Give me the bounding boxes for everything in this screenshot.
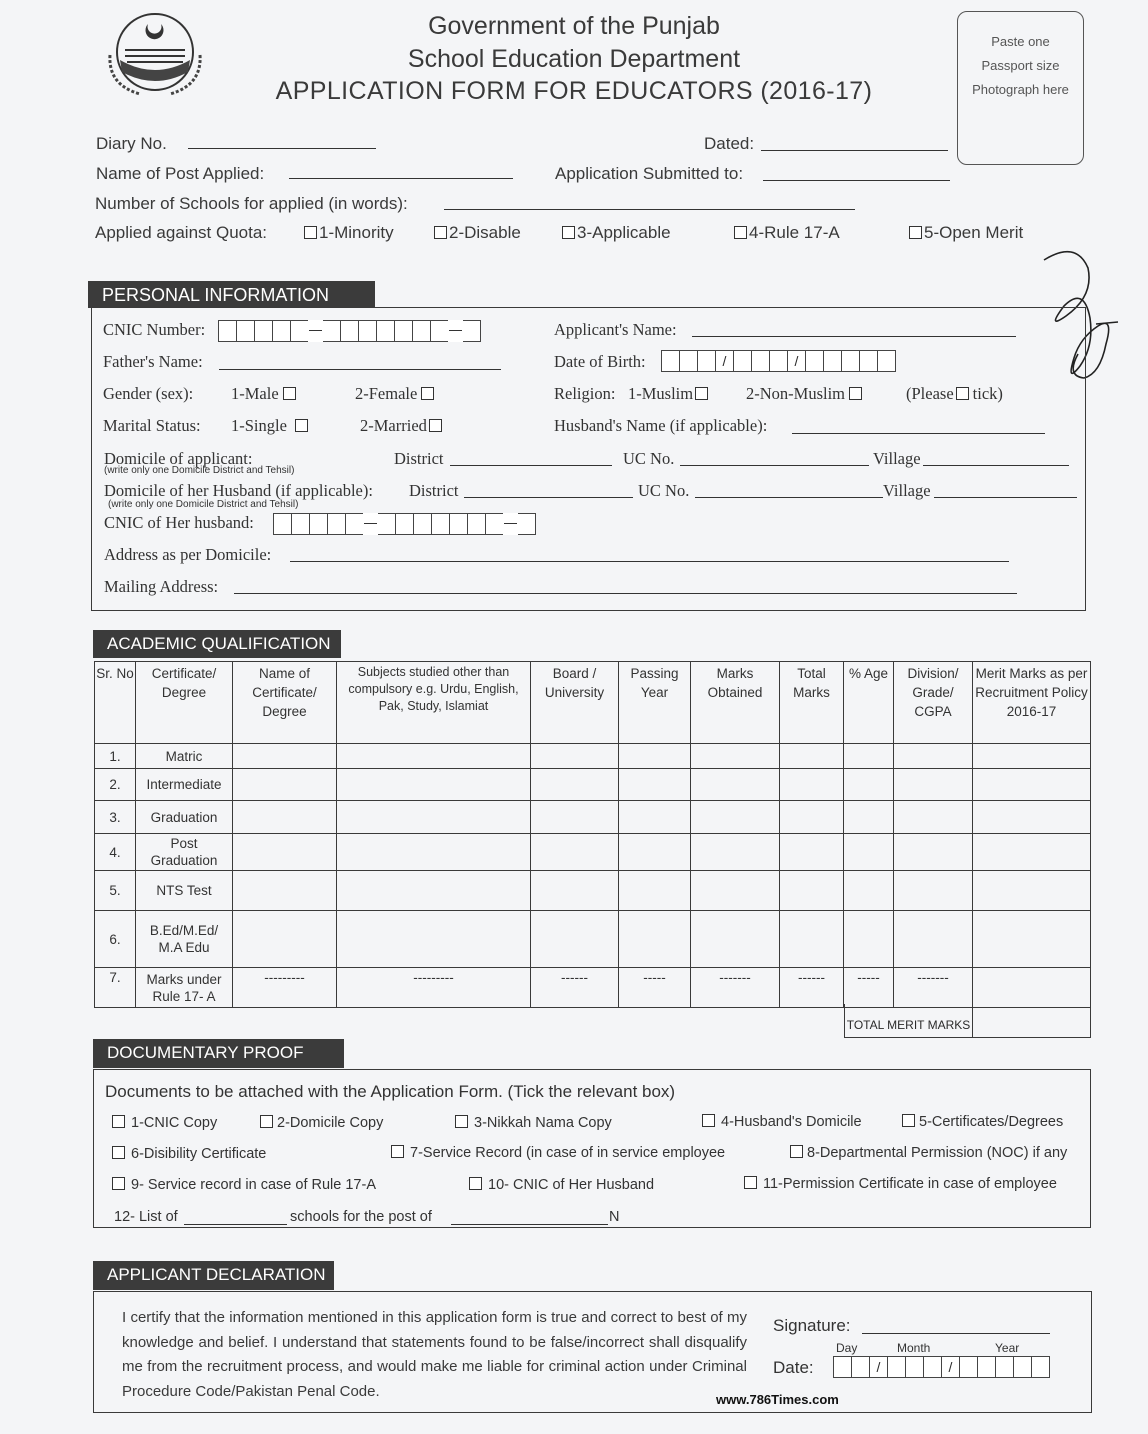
her-village-field[interactable] — [934, 497, 1077, 498]
dash-cell: ----- — [844, 968, 894, 1008]
col-division: Division/ Grade/ CGPA — [894, 662, 973, 744]
quota-option-label: 5-Open Merit — [924, 223, 1024, 242]
dash-cell: ------- — [691, 968, 780, 1008]
village-field[interactable] — [923, 465, 1069, 466]
row-degree: B.Ed/M.Ed/ M.A Edu — [136, 911, 233, 968]
list-count-field[interactable] — [184, 1224, 287, 1225]
doc-noc[interactable] — [790, 1145, 1067, 1161]
quota-disable[interactable] — [434, 223, 521, 243]
col-merit-marks: Merit Marks as per Recruitment Policy 2016-17 — [973, 662, 1091, 744]
declaration-text: I certify that the information mentioned in this application form is true and correct to best of my knowledge and belief. I understand that statements found to be false/incorrect shall disqualify me from the recruitment process, and would make me liable for criminal action under Criminal Procedure Code/Pakistan Penal Code. — [122, 1309, 747, 1400]
checkbox-icon[interactable] — [283, 387, 296, 400]
doc-label: 6-Disibility Certificate — [131, 1146, 267, 1162]
religion-muslim[interactable] — [628, 384, 710, 404]
doc-permission-certificate[interactable] — [744, 1176, 1057, 1192]
post-name-field[interactable] — [451, 1224, 608, 1225]
row-degree: Marks under Rule 17- A — [136, 968, 233, 1008]
quota-rule-17a[interactable] — [734, 223, 840, 243]
col-percentage: % Age — [844, 662, 894, 744]
row-degree: Graduation — [136, 801, 233, 834]
table-row[interactable] — [95, 801, 1091, 834]
checkbox-icon[interactable] — [734, 226, 747, 239]
dash-cell: ------- — [894, 968, 973, 1008]
doc-disability[interactable] — [112, 1146, 266, 1162]
date-cells[interactable]: / / — [834, 1356, 1050, 1378]
row-degree: Post Graduation — [136, 834, 233, 871]
dash-cell: ----- — [619, 968, 691, 1008]
district-field[interactable] — [450, 465, 612, 466]
col-name-certificate: Name of Certificate/ Degree — [233, 662, 337, 744]
header-department: School Education Department — [407, 45, 741, 73]
doc-label: 7-Service Record (in case of in service employee — [410, 1145, 726, 1161]
quota-option-label: 4-Rule 17-A — [749, 223, 840, 242]
domicile-note: (write only one Domicile District and Tehsil) — [104, 465, 295, 476]
checkbox-icon[interactable] — [421, 387, 434, 400]
quota-option-label: 1-Minority — [319, 223, 394, 242]
checkbox-icon[interactable] — [434, 226, 447, 239]
her-uc-label: UC No. — [638, 481, 690, 500]
table-row[interactable] — [95, 911, 1091, 968]
mailing-field[interactable] — [234, 593, 1017, 594]
col-passing-year: Passing Year — [619, 662, 691, 744]
dash-cell: ------ — [780, 968, 844, 1008]
address-field[interactable] — [290, 561, 1009, 562]
dob-label: Date of Birth: — [554, 352, 646, 371]
checkbox-icon[interactable] — [562, 226, 575, 239]
table-row[interactable] — [95, 834, 1091, 871]
row-number: 2. — [95, 769, 136, 801]
row-degree: Intermediate — [136, 769, 233, 801]
husband-name-field[interactable] — [792, 433, 1045, 434]
documents-heading: Documents to be attached with the Application Form. (Tick the relevant box) — [105, 1082, 676, 1101]
applicant-name-field[interactable] — [692, 336, 1016, 337]
married-label: 2-Married — [360, 416, 427, 435]
row-degree: Matric — [136, 744, 233, 769]
religion-non-muslim[interactable] — [746, 384, 864, 404]
checkbox-icon[interactable] — [112, 1177, 125, 1190]
row-number: 7. — [95, 968, 136, 1008]
father-name-label: Father's Name: — [103, 352, 203, 371]
cnic-cells[interactable] — [219, 320, 481, 342]
doc-label: 11-Permission Certificate in case of employee — [763, 1176, 1057, 1192]
submitted-field[interactable] — [763, 180, 950, 181]
row-degree: NTS Test — [136, 871, 233, 911]
photo-text-3: Photograph here — [972, 82, 1069, 97]
husband-name-label: Husband's Name (if applicable): — [554, 416, 768, 435]
her-domicile-note: (write only one Domicile District and Tehsil) — [108, 499, 299, 510]
photo-box[interactable] — [957, 11, 1084, 165]
checkbox-icon[interactable] — [909, 226, 922, 239]
submitted-label: Application Submitted to: — [555, 164, 744, 183]
total-merit-label: TOTAL MERIT MARKS — [844, 1004, 973, 1038]
date-label: Date: — [773, 1358, 814, 1377]
her-cnic-label: CNIC of Her husband: — [104, 513, 254, 532]
table-row[interactable] — [95, 968, 1091, 1008]
checkbox-icon[interactable] — [702, 1114, 715, 1127]
col-subjects: Subjects studied other than compulsory e.g. Urdu, English, Pak, Study, Islamiat — [337, 662, 531, 744]
checkbox-icon[interactable] — [469, 1177, 482, 1190]
form-title: APPLICATION FORM FOR EDUCATORS (2016-17) — [275, 77, 873, 105]
section-documents-title: DOCUMENTARY PROOF — [93, 1039, 344, 1068]
dated-label: Dated: — [704, 134, 755, 153]
schools-post-label: schools for the post of — [290, 1209, 432, 1225]
diary-label: Diary No. — [96, 134, 167, 153]
checkbox-icon[interactable] — [744, 1176, 757, 1189]
diary-field[interactable] — [188, 148, 376, 149]
domicile-label: Domicile of applicant: — [104, 449, 253, 468]
list-suffix: N — [609, 1209, 620, 1225]
total-merit-field[interactable] — [972, 1004, 1091, 1038]
watermark-url[interactable]: www.786Times.com — [716, 1392, 839, 1407]
schools-label: Number of Schools for applied (in words): — [95, 194, 408, 213]
single-label: 1-Single — [231, 416, 287, 435]
doc-label: 2-Domicile Copy — [277, 1115, 384, 1131]
dash-cell: ------ — [531, 968, 619, 1008]
checkbox-icon[interactable] — [112, 1146, 125, 1159]
checkbox-icon[interactable] — [260, 1115, 273, 1128]
checkbox-icon — [956, 387, 969, 400]
please-text: (Please — [906, 384, 954, 403]
doc-husband-domicile[interactable] — [702, 1114, 862, 1130]
checkbox-icon[interactable] — [295, 419, 308, 432]
section-personal-title: PERSONAL INFORMATION — [88, 281, 375, 308]
row-number: 5. — [95, 871, 136, 911]
academic-table — [94, 661, 1091, 1008]
village-label: Village — [873, 449, 921, 468]
uc-field[interactable] — [680, 465, 869, 466]
tick-text: tick) — [972, 384, 1003, 403]
photo-text-2: Passport size — [981, 58, 1060, 73]
post-label: Name of Post Applied: — [96, 164, 265, 183]
doc-service-rule-17a[interactable] — [112, 1177, 376, 1193]
list-of-label: 12- List of — [114, 1209, 178, 1225]
muslim-label: 1-Muslim — [628, 384, 694, 403]
row-number: 3. — [95, 801, 136, 834]
marital-married[interactable] — [360, 416, 444, 436]
col-marks-obtained: Marks Obtained — [691, 662, 780, 744]
signature-label: Signature: — [773, 1316, 851, 1335]
doc-service-record[interactable] — [391, 1145, 725, 1161]
mailing-label: Mailing Address: — [104, 577, 219, 596]
checkbox-icon[interactable] — [455, 1115, 468, 1128]
male-label: 1-Male — [231, 384, 279, 403]
signature-field[interactable] — [862, 1333, 1050, 1334]
her-cnic-cells[interactable] — [274, 513, 536, 535]
post-field[interactable] — [289, 178, 513, 179]
col-certificate: Certificate/ Degree — [136, 662, 233, 744]
uc-label: UC No. — [623, 449, 675, 468]
col-board: Board / University — [531, 662, 619, 744]
doc-label: 3-Nikkah Nama Copy — [474, 1115, 612, 1131]
her-village-label: Village — [883, 481, 931, 500]
doc-certificates[interactable] — [902, 1114, 1063, 1130]
female-label: 2-Female — [355, 384, 418, 403]
checkbox-icon[interactable] — [849, 387, 862, 400]
district-label: District — [394, 449, 444, 468]
checkbox-icon[interactable] — [429, 419, 442, 432]
row-number: 4. — [95, 834, 136, 871]
her-district-field[interactable] — [464, 497, 633, 498]
section-declaration-title: APPLICANT DECLARATION — [93, 1261, 334, 1290]
gender-male[interactable] — [231, 384, 298, 404]
quota-applicable[interactable] — [562, 223, 671, 243]
header-government: Government of the Punjab — [428, 12, 720, 40]
doc-label: 5-Certificates/Degrees — [919, 1114, 1064, 1130]
doc-husband-cnic[interactable] — [469, 1177, 654, 1193]
marital-label: Marital Status: — [103, 416, 201, 435]
dash-cell: --------- — [233, 968, 337, 1008]
year-label: Year — [995, 1341, 1020, 1355]
her-uc-field[interactable] — [695, 497, 883, 498]
checkbox-icon[interactable] — [304, 226, 317, 239]
table-header-row — [95, 662, 1091, 744]
month-label: Month — [897, 1341, 931, 1355]
please-tick-note — [906, 384, 1003, 404]
doc-domicile-copy[interactable] — [260, 1115, 383, 1131]
section-academic-title: ACADEMIC QUALIFICATION — [93, 630, 341, 658]
gender-female[interactable] — [355, 384, 436, 404]
doc-label: 9- Service record in case of Rule 17-A — [131, 1177, 376, 1193]
checkbox-icon[interactable] — [695, 387, 708, 400]
her-domicile-label: Domicile of her Husband (if applicable): — [104, 481, 373, 500]
day-label: Day — [836, 1341, 858, 1355]
non-muslim-label: 2-Non-Muslim — [746, 384, 845, 403]
doc-label: 10- CNIC of Her Husband — [488, 1177, 655, 1193]
table-row[interactable] — [95, 871, 1091, 911]
col-total-marks: Total Marks — [780, 662, 844, 744]
checkbox-icon[interactable] — [112, 1115, 125, 1128]
doc-label: 1-CNIC Copy — [131, 1115, 218, 1131]
checkbox-icon[interactable] — [902, 1114, 915, 1127]
quota-option-label: 3-Applicable — [577, 223, 671, 242]
dated-field[interactable] — [761, 150, 948, 151]
photo-text-1: Paste one — [991, 34, 1050, 49]
checkbox-icon[interactable] — [790, 1145, 803, 1158]
schools-field[interactable] — [444, 209, 855, 210]
doc-label: 8-Departmental Permission (NOC) if any — [807, 1145, 1068, 1161]
doc-nikkah-nama[interactable] — [455, 1115, 612, 1131]
religion-label: Religion: — [554, 384, 616, 403]
doc-cnic-copy[interactable] — [112, 1115, 217, 1131]
marital-single[interactable] — [231, 416, 310, 436]
col-sr-no: Sr. No — [95, 662, 136, 744]
her-district-label: District — [409, 481, 459, 500]
applicant-name-label: Applicant's Name: — [554, 320, 677, 339]
quota-minority[interactable] — [304, 223, 394, 243]
quota-option-label: 2-Disable — [449, 223, 521, 242]
row-number: 1. — [95, 744, 136, 769]
father-name-field[interactable] — [219, 369, 501, 370]
cnic-label: CNIC Number: — [103, 320, 206, 339]
row-number: 6. — [95, 911, 136, 968]
address-label: Address as per Domicile: — [104, 545, 272, 564]
doc-label: 4-Husband's Domicile — [721, 1114, 862, 1130]
table-row[interactable] — [95, 744, 1091, 769]
dash-cell: --------- — [337, 968, 531, 1008]
table-row[interactable] — [95, 769, 1091, 801]
checkbox-icon[interactable] — [391, 1145, 404, 1158]
quota-label: Applied against Quota: — [95, 223, 268, 242]
dob-cells[interactable]: / / — [662, 350, 896, 372]
gender-label: Gender (sex): — [103, 384, 194, 403]
quota-open-merit[interactable] — [909, 223, 1023, 243]
